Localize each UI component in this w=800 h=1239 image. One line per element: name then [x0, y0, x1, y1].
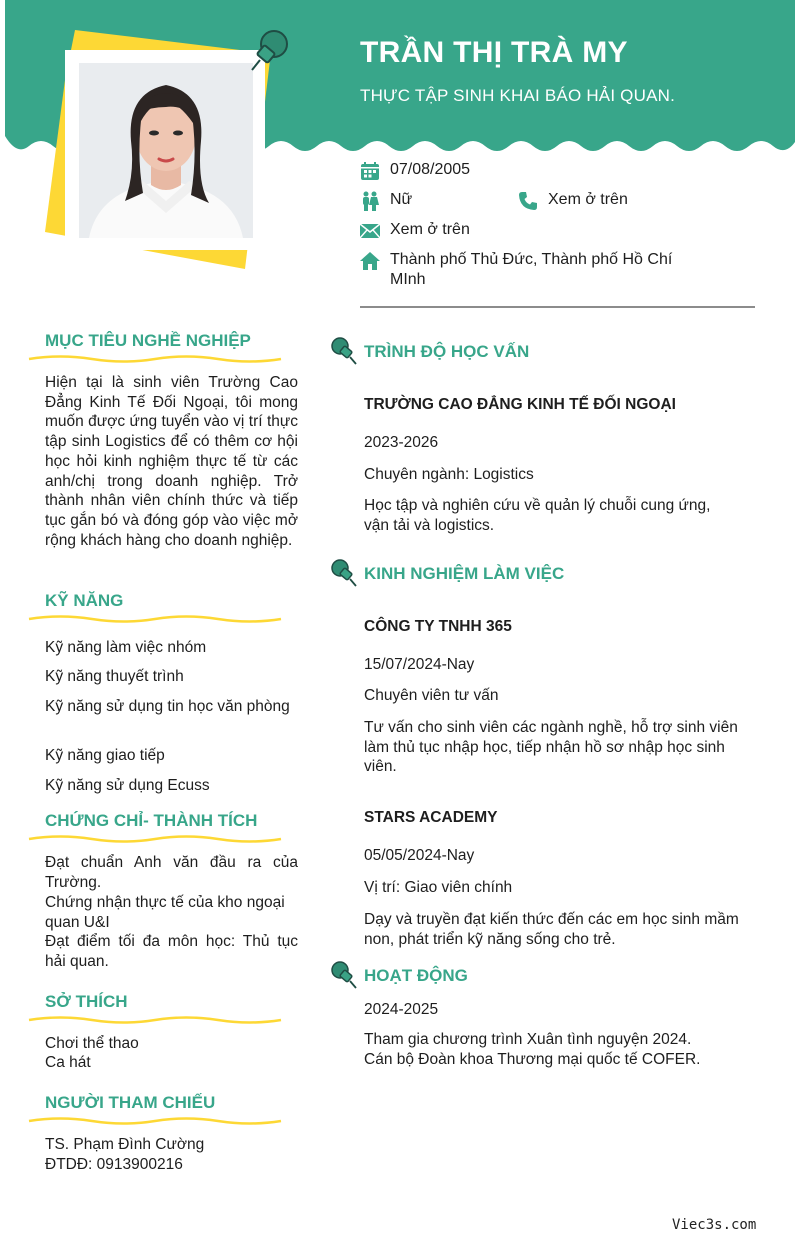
- certificate-item: Đạt điểm tối đa môn học: Thủ tục hải quan.: [45, 933, 298, 970]
- certificate-item: Chứng nhận thực tế của kho ngoại quan U&I: [45, 894, 285, 931]
- contact-address: [360, 250, 672, 290]
- contact-email: [360, 220, 470, 241]
- education-period: 2023-2026: [364, 434, 439, 451]
- education-major: Chuyên ngành: Logistics: [364, 466, 534, 483]
- wavy-underline: [28, 613, 282, 625]
- job-description: Dạy và truyền đạt kiến thức đến các em học sinh mầm non, phát triển kỹ năng sống cho trẻ.: [364, 911, 739, 948]
- job-period: 05/05/2024-Nay: [364, 847, 475, 864]
- activities-title: HOẠT ĐỘNG: [364, 966, 468, 985]
- address-text: [390, 250, 672, 290]
- wavy-underline: [28, 353, 282, 365]
- activity-item: Cán bộ Đoàn khoa Thương mại quốc tế COFER.: [364, 1051, 701, 1068]
- profile-photo: [79, 63, 253, 238]
- hobby-item: Chơi thể thao: [45, 1035, 139, 1052]
- header-divider: [360, 306, 755, 308]
- activity-item: Tham gia chương trình Xuân tình nguyện 2024.: [364, 1031, 692, 1048]
- hobbies-title: SỞ THÍCH: [45, 992, 128, 1011]
- contact-gender: [360, 190, 412, 211]
- pushpin-icon: [328, 960, 358, 990]
- hobby-item: Ca hát: [45, 1054, 91, 1071]
- gender-text: Nữ: [390, 191, 413, 208]
- calendar-icon: [360, 161, 380, 181]
- skills-title: KỸ NĂNG: [45, 591, 124, 610]
- certificate-item: Đạt chuẩn Anh văn đầu ra của Trường.: [45, 854, 298, 891]
- job-role: Vị trí: Giao viên chính: [364, 879, 513, 896]
- objective-text: Hiện tại là sinh viên Trường Cao Đẳng Kinh Tế Đối Ngoại, tôi mong muốn được ứng tuyển vào vị trí thực tập sinh Logistics để có thêm cơ hội học hỏi kinh nghiệm thực tế từ các anh/chị trong doanh nghiệp. Trở thành nhân viên chính thức và tiếp tục gắn bó và đóng góp vào việc mở rộng khách hàng cho doanh nghiệp.: [45, 374, 298, 549]
- address-line-2: MInh: [390, 271, 426, 288]
- reference-phone: ĐTDĐ: 0913900216: [45, 1156, 183, 1173]
- skill-item: Kỹ năng sử dụng tin học văn phòng: [45, 698, 290, 715]
- gender-icon: [360, 191, 380, 211]
- references-title: NGƯỜI THAM CHIẾU: [45, 1093, 216, 1112]
- address-line-1: Thành phố Thủ Đức, Thành phố Hồ Chí: [390, 251, 673, 268]
- email-icon: [360, 221, 380, 241]
- job-role: Chuyên viên tư vấn: [364, 687, 499, 704]
- skill-item: Kỹ năng giao tiếp: [45, 747, 165, 764]
- contact-phone: [518, 190, 628, 211]
- company-name: CÔNG TY TNHH 365: [364, 618, 512, 635]
- reference-name: TS. Phạm Đình Cường: [45, 1136, 205, 1153]
- objective-title: MỤC TIÊU NGHỀ NGHIỆP: [45, 331, 251, 350]
- phone-text: Xem ở trên: [548, 191, 628, 208]
- phone-icon: [518, 191, 538, 211]
- activities-period: 2024-2025: [364, 1001, 439, 1018]
- skill-item: Kỹ năng sử dụng Ecuss: [45, 777, 210, 794]
- job-period: 15/07/2024-Nay: [364, 656, 475, 673]
- wavy-underline: [28, 1115, 282, 1127]
- home-icon: [360, 251, 380, 271]
- wavy-underline: [28, 833, 282, 845]
- experience-title: KINH NGHIỆM LÀM VIỆC: [364, 564, 565, 583]
- pushpin-icon: [248, 26, 292, 74]
- job-description: Tư vấn cho sinh viên các ngành nghề, hỗ trợ sinh viên làm thủ tục nhập học, tiếp nhận hồ sơ nhập học sinh viên.: [364, 719, 738, 776]
- education-title: TRÌNH ĐỘ HỌC VẤN: [364, 342, 530, 361]
- skill-item: Kỹ năng làm việc nhóm: [45, 639, 207, 656]
- job-title: THỰC TẬP SINH KHAI BÁO HẢI QUAN.: [360, 86, 676, 105]
- contact-birthday: [360, 160, 470, 181]
- school-name: TRƯỜNG CAO ĐẲNG KINH TẾ ĐỐI NGOẠI: [364, 396, 676, 413]
- candidate-name: TRẦN THỊ TRÀ MY: [360, 36, 628, 69]
- pushpin-icon: [328, 558, 358, 588]
- watermark: Viec3s.com: [672, 1217, 757, 1233]
- email-text: Xem ở trên: [390, 221, 470, 238]
- skill-item: Kỹ năng thuyết trình: [45, 668, 184, 685]
- birthday-text: 07/08/2005: [390, 161, 471, 178]
- education-description: Học tập và nghiên cứu về quản lý chuỗi cung ứng, vận tải và logistics.: [364, 497, 711, 534]
- wavy-underline: [28, 1014, 282, 1026]
- company-name: STARS ACADEMY: [364, 809, 498, 826]
- certificates-title: CHỨNG CHỈ- THÀNH TÍCH: [45, 811, 258, 830]
- pushpin-icon: [328, 336, 358, 366]
